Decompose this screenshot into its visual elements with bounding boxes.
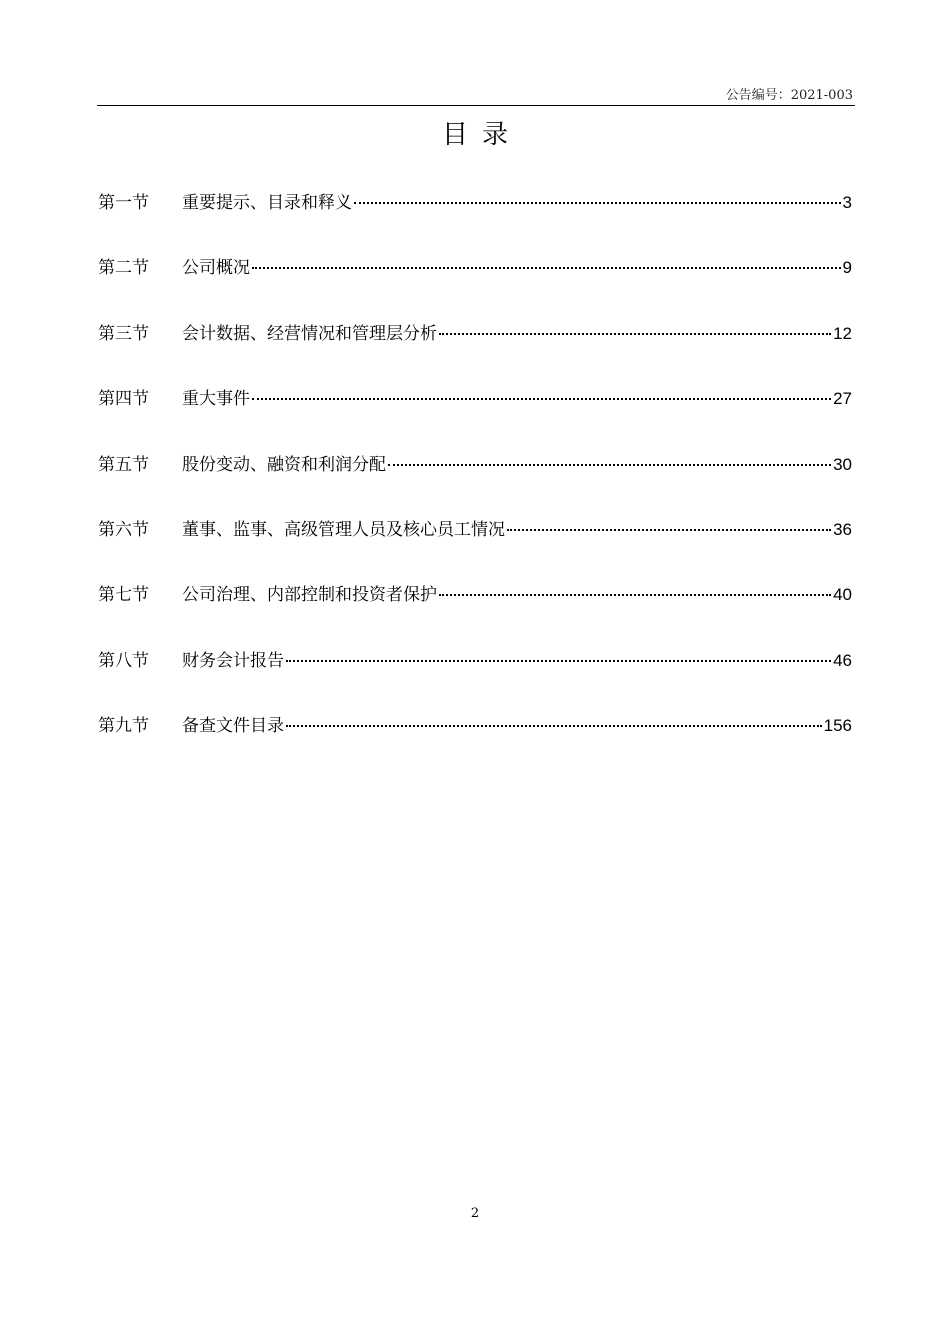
toc-section-number: 第八节: [98, 650, 149, 671]
toc-section-number: 第一节: [98, 193, 149, 213]
toc-section-title: 公司治理、内部控制和投资者保护: [182, 585, 437, 606]
table-of-contents: [98, 188, 852, 777]
toc-page-number: 12: [833, 323, 852, 343]
toc-section-title: 备查文件目录: [182, 716, 284, 737]
toc-entry[interactable]: [98, 188, 852, 253]
toc-section-number: 第五节: [98, 454, 149, 475]
toc-section-title: 重大事件: [182, 389, 250, 410]
toc-entry[interactable]: [98, 253, 852, 318]
toc-dot-leader: [286, 725, 822, 727]
toc-entry[interactable]: [98, 450, 852, 515]
page-title: 目录: [441, 120, 522, 150]
toc-page-number: 3: [842, 193, 852, 212]
toc-entry[interactable]: [98, 646, 852, 711]
toc-page-number: 156: [823, 716, 852, 736]
toc-page-number: 30: [833, 454, 852, 474]
toc-section-title: 会计数据、经营情况和管理层分析: [182, 323, 437, 344]
toc-dot-leader: [439, 594, 831, 596]
toc-section-number: 第九节: [98, 716, 149, 737]
footer-page-number: 2: [470, 1206, 480, 1221]
toc-entry[interactable]: [98, 580, 852, 645]
toc-entry[interactable]: [98, 384, 852, 449]
toc-section-number: 第六节: [98, 519, 149, 540]
toc-section-title: 董事、监事、高级管理人员及核心员工情况: [182, 519, 505, 540]
toc-section-title: 股份变动、融资和利润分配: [182, 454, 386, 475]
toc-page-number: 36: [833, 519, 852, 539]
toc-section-title: 公司概况: [182, 258, 250, 279]
toc-page-number: 46: [833, 650, 852, 670]
toc-page-number: 27: [833, 389, 852, 409]
header-divider: [97, 105, 855, 106]
toc-dot-leader: [439, 333, 831, 335]
toc-section-number: 第三节: [98, 323, 149, 344]
toc-section-number: 第二节: [98, 258, 149, 279]
toc-section-title: 财务会计报告: [182, 650, 284, 671]
toc-dot-leader: [388, 464, 831, 466]
announcement-number: 公告编号：2021-003: [725, 88, 853, 103]
toc-section-number: 第七节: [98, 585, 149, 606]
toc-page-number: 9: [842, 258, 852, 278]
toc-entry[interactable]: [98, 711, 852, 776]
toc-page-number: 40: [833, 585, 852, 605]
toc-entry[interactable]: [98, 515, 852, 580]
toc-dot-leader: [252, 267, 841, 269]
toc-entry[interactable]: [98, 319, 852, 384]
toc-dot-leader: [354, 202, 841, 204]
toc-section-number: 第四节: [98, 389, 149, 410]
toc-dot-leader: [286, 660, 831, 662]
toc-section-title: 重要提示、目录和释义: [182, 193, 352, 213]
toc-dot-leader: [252, 398, 831, 400]
toc-dot-leader: [507, 529, 831, 531]
